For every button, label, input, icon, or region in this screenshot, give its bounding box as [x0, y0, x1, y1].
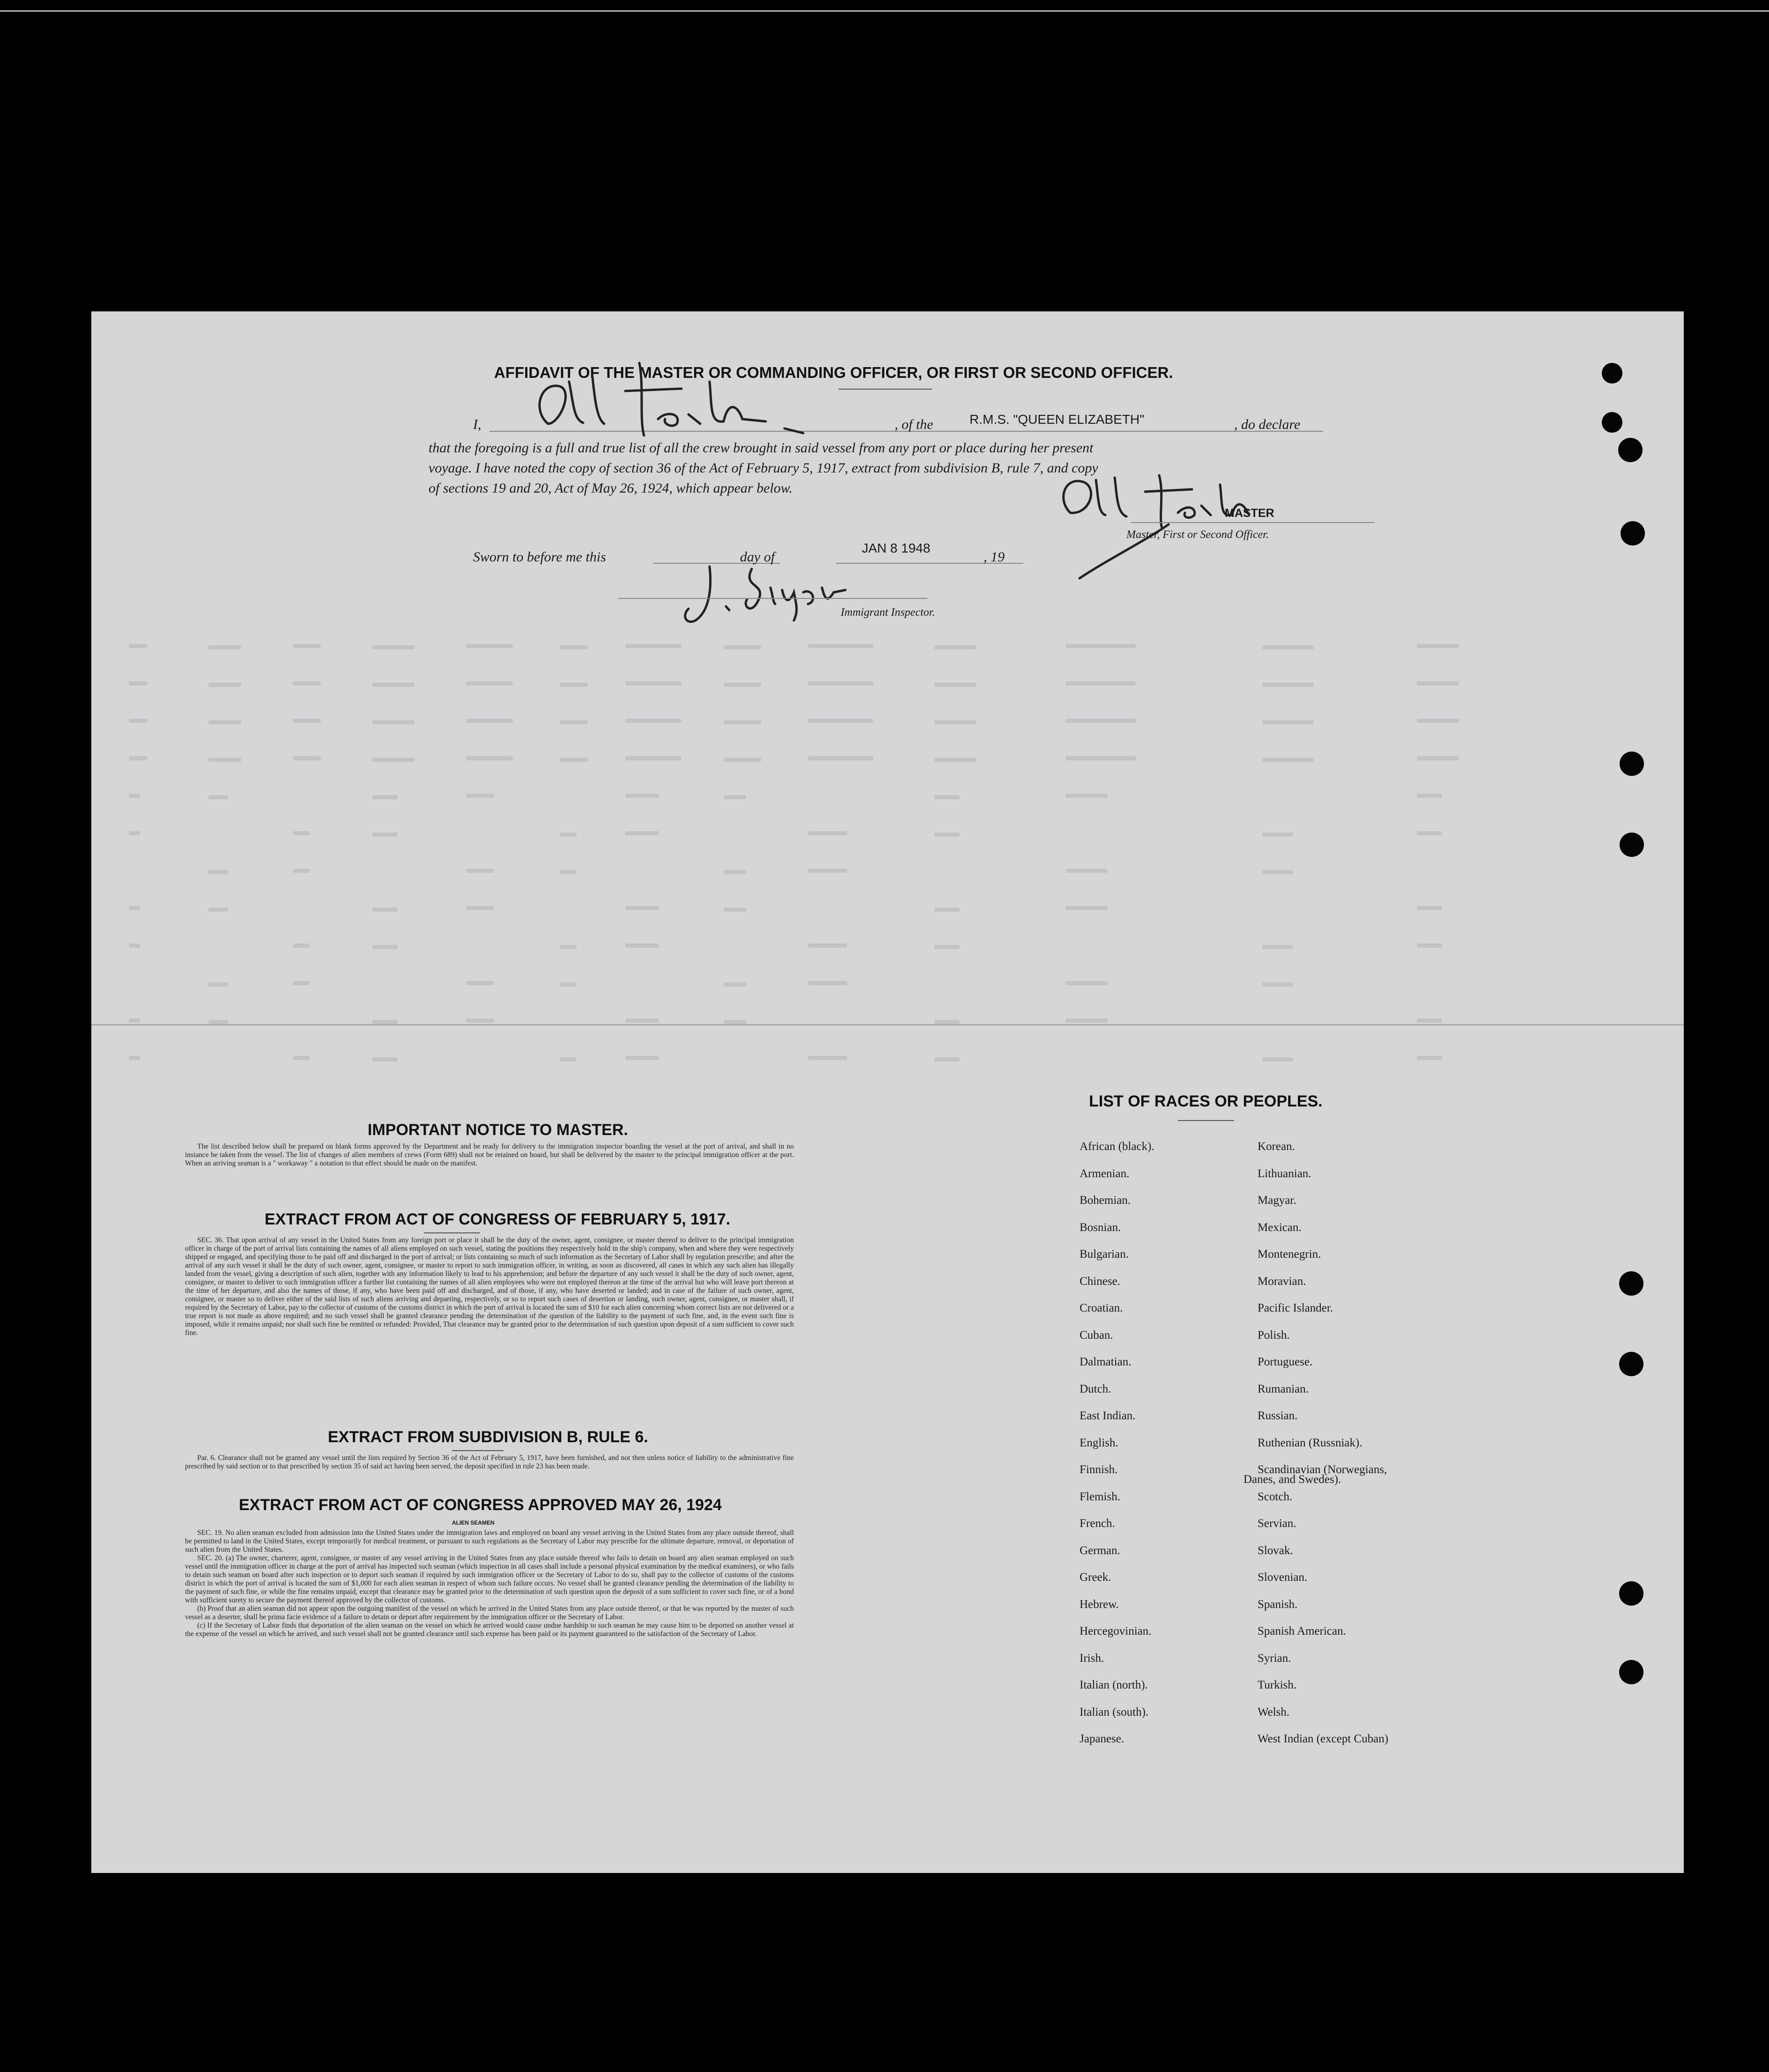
master-signature-line	[1131, 522, 1375, 523]
master-caption: Master, First or Second Officer.	[1126, 529, 1269, 541]
sec-19-paragraph: SEC. 19. No alien seaman excluded from admission into the United States under the immigration laws and employed on board any vessel arriving in the United States from any place outside thereof, shall be permitted to land in the United States, except temporarily for medical treatment, or pursuant to such regulations as the Secretary of Labor may prescribe for the ultimate departure, removal, or deportation of such alien from the United States.	[185, 1529, 794, 1554]
race-left-item: Finnish.	[1080, 1463, 1118, 1476]
punch-hole-icon	[1619, 1271, 1643, 1296]
ghost-mark	[625, 681, 681, 686]
ghost-mark	[1262, 945, 1293, 949]
ghost-mark	[560, 833, 577, 837]
ghost-mark	[1066, 794, 1108, 798]
sec-20a-paragraph: SEC. 20. (a) The owner, charterer, agent, consignee, or master of any vessel arriving in the United States from any place outside thereof who fails to detain on board any alien seaman employed on such vessel until the immigration officer in charge at the port of arrival has inspected such seaman (which inspection in all cases shall include a personal physical examination by the medical examiners), or who fails to detain such seaman on board after such inspection or to deport such seaman if required by such immigration officer or the Secretary of Labor to do so, shall pay to the collector of customs of the customs district in which the port of arrival is located the sum of $1,000 for each alien seaman in respect of whom such failure occurs. No vessel shall be granted clearance pending the determination of the liability to the payment of such fine, or while the fine remains unpaid, except that clearance may be granted prior to the determination of such question upon the deposit of a sum sufficient to cover such fine, or of a bond with sufficient surety to secure the payment thereof approved by the collector of customs.	[185, 1554, 794, 1604]
race-left-item: Dutch.	[1080, 1382, 1111, 1395]
punch-hole-icon	[1602, 363, 1622, 383]
race-scandinavian-continuation: Danes, and Swedes).	[1243, 1473, 1341, 1486]
race-left-item: Hercegovinian.	[1080, 1625, 1152, 1637]
ghost-mark	[1417, 1018, 1442, 1023]
extract-1924-text	[185, 1529, 794, 1638]
race-left-item: Dalmatian.	[1080, 1356, 1132, 1368]
ghost-mark	[1417, 831, 1442, 835]
ghost-mark	[724, 1020, 746, 1024]
ghost-mark	[934, 945, 960, 949]
ghost-mark	[293, 869, 310, 873]
races-title: LIST OF RACES OR PEOPLES.	[1089, 1092, 1323, 1110]
punch-hole-icon	[1618, 438, 1643, 462]
race-right-item: Portuguese.	[1258, 1356, 1313, 1368]
race-right-item: Scandinavian (Norwegians,	[1258, 1463, 1387, 1476]
ghost-mark	[208, 683, 241, 687]
ghost-mark	[466, 681, 513, 686]
affidavit-line-2: that the foregoing is a full and true list of all the crew brought in said vessel from any port or place during her present	[429, 440, 1094, 456]
ghost-mark	[1066, 906, 1108, 910]
ghost-mark	[466, 906, 494, 910]
ghost-mark	[808, 944, 847, 948]
ghost-mark	[129, 756, 148, 760]
ghost-mark	[625, 794, 659, 798]
ghost-mark	[208, 870, 228, 874]
ghost-mark	[293, 644, 321, 648]
inspector-line	[618, 598, 927, 599]
notice-text	[185, 1143, 794, 1168]
ghost-mark	[372, 907, 398, 912]
page-fold-line	[91, 1024, 1684, 1025]
ghost-mark	[208, 982, 228, 987]
sec-20b-paragraph: (b) Proof that an alien seaman did not appear upon the outgoing manifest of the vessel on which he arrived in the United States from any place outside thereof, or that he was reported by the master of such vessel as a deserter, shall be prima facie evidence of a failure to detain or deport after requirement by the immigration officer or the Secretary of Labor.	[185, 1605, 794, 1621]
ghost-mark	[560, 683, 588, 687]
ghost-mark	[208, 795, 228, 799]
day-of-text: day of	[740, 549, 775, 565]
affidavit-title: AFFIDAVIT OF THE MASTER OR COMMANDING OFFICER, OR FIRST OR SECOND OFFICER.	[494, 364, 1173, 381]
affidavit-of-the: , of the	[895, 417, 933, 432]
ghost-mark	[560, 945, 577, 949]
sworn-text: Sworn to before me this	[473, 549, 606, 565]
ghost-mark	[625, 1056, 659, 1060]
master-stamp: MASTER	[1225, 507, 1274, 520]
ghost-mark	[372, 1057, 398, 1062]
ghost-mark	[1066, 719, 1136, 723]
date-stamp: JAN 8 1948	[862, 541, 931, 555]
race-right-item: Pacific Islander.	[1258, 1302, 1333, 1314]
ghost-mark	[208, 1020, 228, 1024]
affidavit-do-declare: , do declare	[1234, 417, 1301, 432]
ghost-mark	[625, 906, 659, 910]
race-left-item: African (black).	[1080, 1140, 1155, 1153]
par-6-paragraph: Par. 6. Clearance shall not be granted any vessel until the lists required by Section 36 of the Act of February 5, 1917, have been furnished, and not then unless notice of liability to the administrative fine prescribed by said section or to that prescribed by section 35 of said act having been served, the deposit specified in rule 23 has been made.	[185, 1454, 794, 1470]
ghost-mark	[934, 720, 977, 724]
ghost-mark	[1066, 644, 1136, 648]
race-right-item: Turkish.	[1258, 1679, 1297, 1691]
ghost-mark	[1262, 833, 1293, 837]
ghost-mark	[466, 794, 494, 798]
sec-36-paragraph: SEC. 36. That upon arrival of any vessel in the United States from any foreign port or place it shall be the duty of the owner, agent, consignee, or master thereof to deliver to the principal immigration officer in charge of the port of arrival lists containing the names of all aliens employed on such vessel, stating the positions they respectively hold in the ship's company, when and where they were respectively shipped or engaged, and specifying those to be paid off and discharged in the port of arrival; or lists containing so much of such information as the Secretary of Labor shall by regulation prescribe; and after the arrival of any such vessel it shall be the duty of such owner, agent, consignee, or master to report to such immigration officer, in writing, as soon as discovered, all cases in which any such alien has illegally landed from the vessel, giving a description of such alien, together with any information likely to lead to his apprehension; and before the departure of any such vessel it shall be the duty of such owner, agent, consignee, or master to deliver to such immigration officer a further list containing the names of all alien employees who were not employed thereon at the time of the arrival but who will leave port thereon at the time of her departure, and also the names of those, if any, who have been paid off and discharged, and of those, if any, who have deserted or landed; and in case of the failure of such owner, agent, consignee, or master so to deliver either of the said lists of such aliens arriving and departing, respectively, or so to report such cases of desertion or landing, such owner, agent, consignee, or master shall, if required by the Secretary of Labor, pay to the collector of customs of the customs district in which the port of arrival is located the sum of $10 for each alien concerning whom correct lists are not delivered or a true report is not made as above required; and no such vessel shall be granted clearance pending the determination of the question of the liability to the payment of such fine, and, in the event such fine is imposed, while it remains unpaid; nor shall such fine be remitted or refunded: Provided, That clearance may be granted prior to the determination of such question upon deposit of a sum sufficient to cover such fine.	[185, 1236, 794, 1337]
ghost-mark	[808, 644, 873, 648]
ghost-mark	[372, 945, 398, 949]
race-left-item: Italian (south).	[1080, 1705, 1149, 1718]
affidavit-i: I,	[473, 417, 481, 432]
affidavit-line-3: voyage. I have noted the copy of section 36 of the Act of February 5, 1917, extract from subdivision B, rule 7, and copy	[429, 460, 1098, 476]
race-right-item: Servian.	[1258, 1517, 1296, 1530]
race-right-item: West Indian (except Cuban)	[1258, 1733, 1389, 1745]
ghost-mark	[372, 683, 414, 687]
ghost-mark	[934, 1057, 960, 1062]
ghost-mark	[1262, 1057, 1293, 1062]
ghost-mark	[724, 758, 761, 762]
ghost-mark	[625, 944, 659, 948]
extract-1917-title: EXTRACT FROM ACT OF CONGRESS OF FEBRUARY 5, 1917.	[265, 1210, 731, 1228]
race-right-item: Lithuanian.	[1258, 1167, 1311, 1180]
ghost-mark	[129, 644, 148, 648]
ghost-mark	[208, 907, 228, 912]
document-page	[91, 311, 1684, 1873]
extract-1924-subtitle: ALIEN SEAMEN	[452, 1519, 495, 1526]
ghost-mark	[724, 982, 746, 987]
ghost-mark	[466, 719, 513, 723]
ghost-mark	[1262, 683, 1314, 687]
ghost-mark	[625, 644, 681, 648]
race-left-item: East Indian.	[1080, 1409, 1136, 1422]
ghost-mark	[934, 907, 960, 912]
race-right-item: Syrian.	[1258, 1652, 1291, 1665]
race-right-item: Magyar.	[1258, 1194, 1296, 1207]
ghost-mark	[293, 981, 310, 985]
ghost-mark	[293, 1056, 310, 1060]
ghost-mark	[1417, 794, 1442, 798]
extract-1924-title: EXTRACT FROM ACT OF CONGRESS APPROVED MAY 26, 1924	[239, 1496, 722, 1514]
ghost-mark	[1417, 681, 1459, 686]
inspector-caption: Immigrant Inspector.	[841, 606, 935, 619]
race-right-item: Scotch.	[1258, 1490, 1293, 1503]
ghost-mark	[808, 1056, 847, 1060]
ghost-mark	[293, 944, 310, 948]
ghost-mark	[625, 831, 659, 835]
ghost-mark	[1066, 681, 1136, 686]
race-right-item: Moravian.	[1258, 1275, 1306, 1288]
race-left-item: Croatian.	[1080, 1302, 1123, 1314]
punch-hole-icon	[1602, 412, 1622, 433]
punch-hole-icon	[1619, 1352, 1643, 1376]
ghost-mark	[466, 981, 494, 985]
ghost-mark	[293, 756, 321, 760]
ghost-mark	[808, 981, 847, 985]
extract-1917-text	[185, 1236, 794, 1337]
race-left-item: Armenian.	[1080, 1167, 1130, 1180]
ghost-mark	[560, 645, 588, 649]
race-right-item: Spanish American.	[1258, 1625, 1346, 1637]
ghost-mark	[724, 795, 746, 799]
ghost-mark	[934, 645, 977, 649]
ghost-mark	[1066, 981, 1108, 985]
punch-hole-icon	[1620, 752, 1644, 776]
race-left-item: English.	[1080, 1436, 1118, 1449]
signature-icon	[503, 354, 859, 457]
ghost-mark	[934, 795, 960, 799]
ghost-mark	[129, 944, 140, 948]
ghost-mark	[1066, 869, 1108, 873]
ghost-mark	[466, 644, 513, 648]
rule-6-text	[185, 1454, 794, 1471]
ghost-mark	[808, 831, 847, 835]
punch-hole-icon	[1619, 1581, 1643, 1606]
ghost-mark	[724, 907, 746, 912]
race-right-item: Mexican.	[1258, 1221, 1302, 1234]
ghost-mark	[560, 1057, 577, 1062]
race-left-item: Flemish.	[1080, 1490, 1120, 1503]
ghost-mark	[808, 869, 847, 873]
race-right-item: Korean.	[1258, 1140, 1295, 1153]
ghost-mark	[129, 831, 140, 835]
affidavit-line-4: of sections 19 and 20, Act of May 26, 1924, which appear below.	[429, 480, 793, 496]
ghost-mark	[1417, 1056, 1442, 1060]
ghost-mark	[208, 645, 241, 649]
ghost-mark	[1066, 756, 1136, 760]
race-left-item: Bohemian.	[1080, 1194, 1131, 1207]
ghost-mark	[129, 794, 140, 798]
ghost-mark	[724, 645, 761, 649]
ghost-mark	[724, 683, 761, 687]
ghost-mark	[129, 719, 148, 723]
ghost-mark	[129, 1018, 140, 1023]
ghost-mark	[293, 831, 310, 835]
punch-hole-icon	[1621, 521, 1645, 546]
ghost-mark	[1417, 756, 1459, 760]
race-left-item: French.	[1080, 1517, 1115, 1530]
race-right-item: Russian.	[1258, 1409, 1298, 1422]
ghost-mark	[129, 681, 148, 686]
notice-paragraph: The list described below shall be prepared on blank forms approved by the Department and be ready for delivery to the immigration inspector boarding the vessel at the port of arrival, and shall in no instance be taken from the vessel. The list of changes of alien members of crews (Form 689) shall not be retained on board, but shall be delivered by the master to the principal immigration officer at the port. When an arriving seaman is a " workaway " a notation to that effect should be made on the manifest.	[185, 1143, 794, 1167]
ghost-mark	[208, 720, 241, 724]
ghost-mark	[372, 758, 414, 762]
rule-6-rule	[452, 1450, 503, 1451]
ghost-mark	[466, 756, 513, 760]
ghost-mark	[934, 683, 977, 687]
ghost-mark	[1417, 906, 1442, 910]
race-left-item: Italian (north).	[1080, 1679, 1148, 1691]
race-right-item: Slovak.	[1258, 1544, 1293, 1557]
ghost-mark	[560, 982, 577, 987]
race-right-item: Montenegrin.	[1258, 1248, 1321, 1261]
ghost-mark	[372, 645, 414, 649]
race-right-item: Slovenian.	[1258, 1571, 1308, 1584]
ghost-mark	[724, 870, 746, 874]
ghost-mark	[560, 720, 588, 724]
ghost-mark	[934, 1020, 960, 1024]
vessel-name: R.M.S. "QUEEN ELIZABETH"	[970, 412, 1145, 427]
race-left-item: Bulgarian.	[1080, 1248, 1129, 1261]
ghost-mark	[466, 869, 494, 873]
scan-top-border	[0, 10, 1769, 12]
ghost-mark	[372, 1020, 398, 1024]
race-left-item: Japanese.	[1080, 1733, 1125, 1745]
ghost-mark	[372, 795, 398, 799]
race-left-item: Cuban.	[1080, 1328, 1113, 1342]
race-right-item: Welsh.	[1258, 1705, 1290, 1718]
race-right-item: Polish.	[1258, 1328, 1290, 1342]
race-right-item: Rumanian.	[1258, 1382, 1309, 1395]
ghost-mark	[1262, 645, 1314, 649]
ghost-mark	[1262, 870, 1293, 874]
race-left-item: Irish.	[1080, 1652, 1104, 1665]
ghost-mark	[934, 758, 977, 762]
ghost-mark	[293, 681, 321, 686]
ghost-mark	[372, 720, 414, 724]
race-right-item: Ruthenian (Russniak).	[1258, 1436, 1362, 1449]
ghost-mark	[560, 758, 588, 762]
ghost-mark	[1262, 720, 1314, 724]
ghost-mark	[372, 833, 398, 837]
year-prefix: , 19	[984, 549, 1005, 565]
ghost-mark	[1417, 944, 1442, 948]
ghost-mark	[808, 756, 873, 760]
ghost-mark	[625, 719, 681, 723]
race-left-item: Hebrew.	[1080, 1598, 1119, 1611]
ghost-mark	[293, 719, 321, 723]
race-left-item: Chinese.	[1080, 1275, 1120, 1288]
signature-icon	[1051, 471, 1295, 583]
ghost-mark	[208, 758, 241, 762]
ghost-mark	[129, 906, 140, 910]
ghost-mark	[129, 1056, 140, 1060]
punch-hole-icon	[1620, 833, 1644, 857]
ghost-mark	[1262, 758, 1314, 762]
ghost-mark	[808, 681, 873, 686]
ghost-mark	[1066, 1018, 1108, 1023]
ghost-mark	[560, 870, 577, 874]
ghost-mark	[1417, 644, 1459, 648]
race-right-item: Spanish.	[1258, 1598, 1298, 1611]
races-title-rule	[1178, 1120, 1234, 1121]
race-left-item: Bosnian.	[1080, 1221, 1121, 1234]
rule-6-title: EXTRACT FROM SUBDIVISION B, RULE 6.	[328, 1428, 648, 1446]
sec-20c-paragraph: (c) If the Secretary of Labor finds that deportation of the alien seaman on the vessel on which he arrived would cause undue hardship to such seaman he may cause him to be deported on another vessel at the expense of the vessel on which he arrived, and such vessel shall not be granted clearance until such expense has been paid or its payment guaranteed to the satisfaction of the Secretary of Labor.	[185, 1622, 794, 1638]
ghost-mark	[1262, 982, 1293, 987]
ghost-mark	[625, 756, 681, 760]
ghost-mark	[466, 1018, 494, 1023]
notice-title: IMPORTANT NOTICE TO MASTER.	[368, 1121, 628, 1139]
extract-1917-rule	[424, 1232, 480, 1233]
race-left-item: Greek.	[1080, 1571, 1111, 1584]
ghost-mark	[934, 833, 960, 837]
ghost-mark	[724, 720, 761, 724]
ghost-mark	[808, 719, 873, 723]
race-left-item: German.	[1080, 1544, 1120, 1557]
ghost-mark	[625, 1018, 659, 1023]
ghost-mark	[1417, 719, 1459, 723]
punch-hole-icon	[1619, 1660, 1643, 1684]
signature-icon	[677, 560, 873, 630]
